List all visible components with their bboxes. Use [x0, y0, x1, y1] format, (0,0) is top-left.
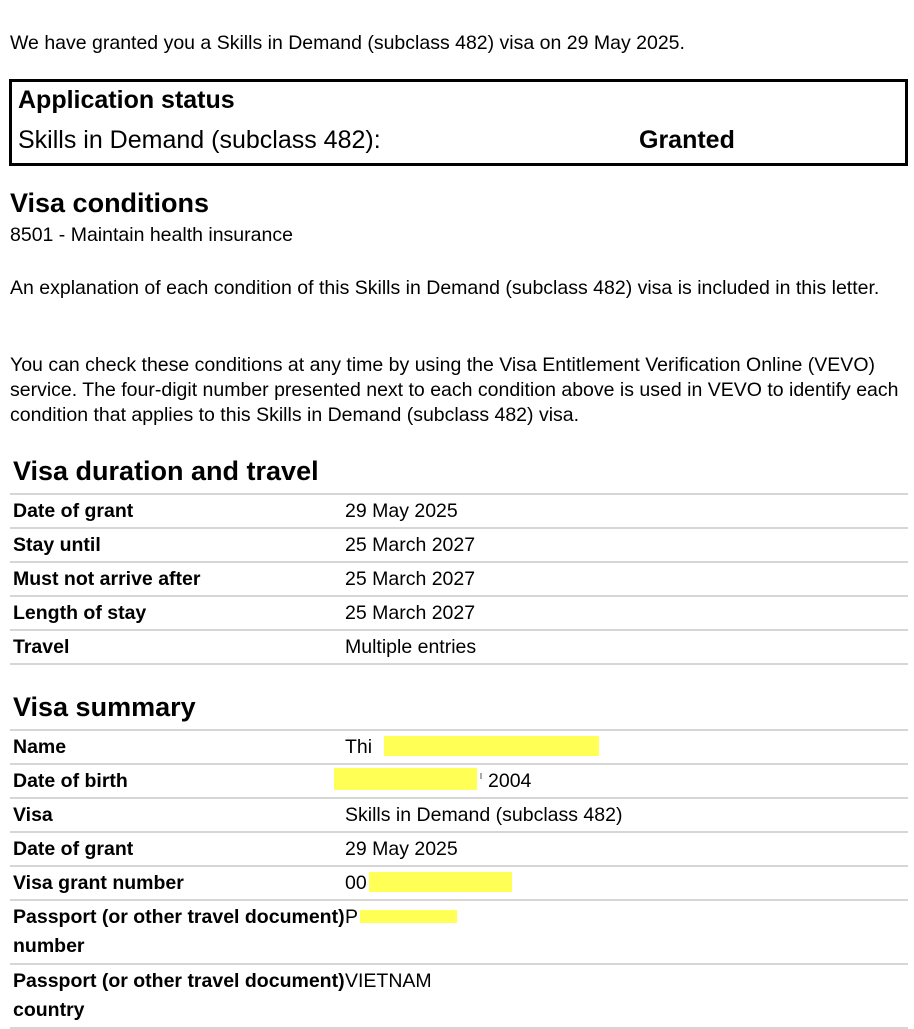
row-label: Stay until — [10, 528, 345, 562]
redaction-mark — [360, 910, 457, 923]
row-value — [345, 730, 908, 764]
table-row — [10, 866, 908, 900]
row-value: VIETNAM — [345, 964, 908, 1028]
table-row — [10, 596, 908, 630]
application-status-label: Skills in Demand (subclass 482): — [18, 126, 381, 154]
redaction-mark — [384, 736, 599, 756]
redaction-artifact — [480, 773, 482, 779]
row-label: Date of grant — [10, 494, 345, 528]
visa-summary-table — [10, 729, 908, 1029]
row-value: 25 March 2027 — [345, 562, 908, 596]
dob-value: 2004 — [488, 770, 532, 792]
visa-condition-item: 8501 - Maintain health insurance — [10, 224, 293, 246]
row-value — [345, 764, 908, 798]
row-value: 25 March 2027 — [345, 528, 908, 562]
table-row — [10, 562, 908, 596]
vevo-paragraph: You can check these conditions at any time by using the Visa Entitlement Verification Online (VEVO) service. The four-digit number presented next to each condition above is used in VEVO to identify each condition that applies to this Skills in Demand (subclass 482) visa. — [10, 354, 899, 426]
row-label: Date of grant — [10, 832, 345, 866]
row-value: Skills in Demand (subclass 482) — [345, 798, 908, 832]
table-row — [10, 494, 908, 528]
visa-duration-table — [10, 493, 908, 665]
row-value — [345, 900, 908, 964]
visa-duration-heading: Visa duration and travel — [13, 456, 319, 486]
row-label: Passport (or other travel document) country — [10, 964, 345, 1028]
row-label: Must not arrive after — [10, 562, 345, 596]
row-value — [345, 866, 908, 900]
table-row — [10, 730, 908, 764]
intro-text: We have granted you a Skills in Demand (subclass 482) visa on 29 May 2025. — [10, 32, 685, 54]
visa-summary-heading: Visa summary — [13, 692, 196, 722]
passport-number-value: P — [345, 906, 359, 928]
row-label: Visa — [10, 798, 345, 832]
table-row — [10, 764, 908, 798]
application-status-title: Application status — [18, 86, 235, 114]
table-row — [10, 900, 908, 964]
row-label: Name — [10, 730, 345, 764]
application-status-value: Granted — [639, 126, 735, 154]
redaction-mark — [369, 872, 512, 892]
table-row — [10, 528, 908, 562]
row-value: 29 May 2025 — [345, 832, 908, 866]
row-value: 29 May 2025 — [345, 494, 908, 528]
row-label: Date of birth — [10, 764, 345, 798]
table-row — [10, 964, 908, 1028]
table-row — [10, 832, 908, 866]
application-status-box — [9, 79, 908, 166]
visa-conditions-heading: Visa conditions — [10, 188, 210, 218]
row-label: Passport (or other travel document) number — [10, 900, 345, 964]
conditions-explanation-paragraph: An explanation of each condition of this Skills in Demand (subclass 482) visa is included in this letter. — [10, 277, 880, 299]
row-value: Multiple entries — [345, 630, 908, 664]
name-value: Thi — [345, 736, 373, 758]
table-row — [10, 798, 908, 832]
redaction-mark — [334, 768, 477, 790]
row-label: Travel — [10, 630, 345, 664]
grant-number-value: 00 — [345, 872, 367, 894]
row-label: Visa grant number — [10, 866, 345, 900]
table-row — [10, 630, 908, 664]
row-label: Length of stay — [10, 596, 345, 630]
row-value: 25 March 2027 — [345, 596, 908, 630]
